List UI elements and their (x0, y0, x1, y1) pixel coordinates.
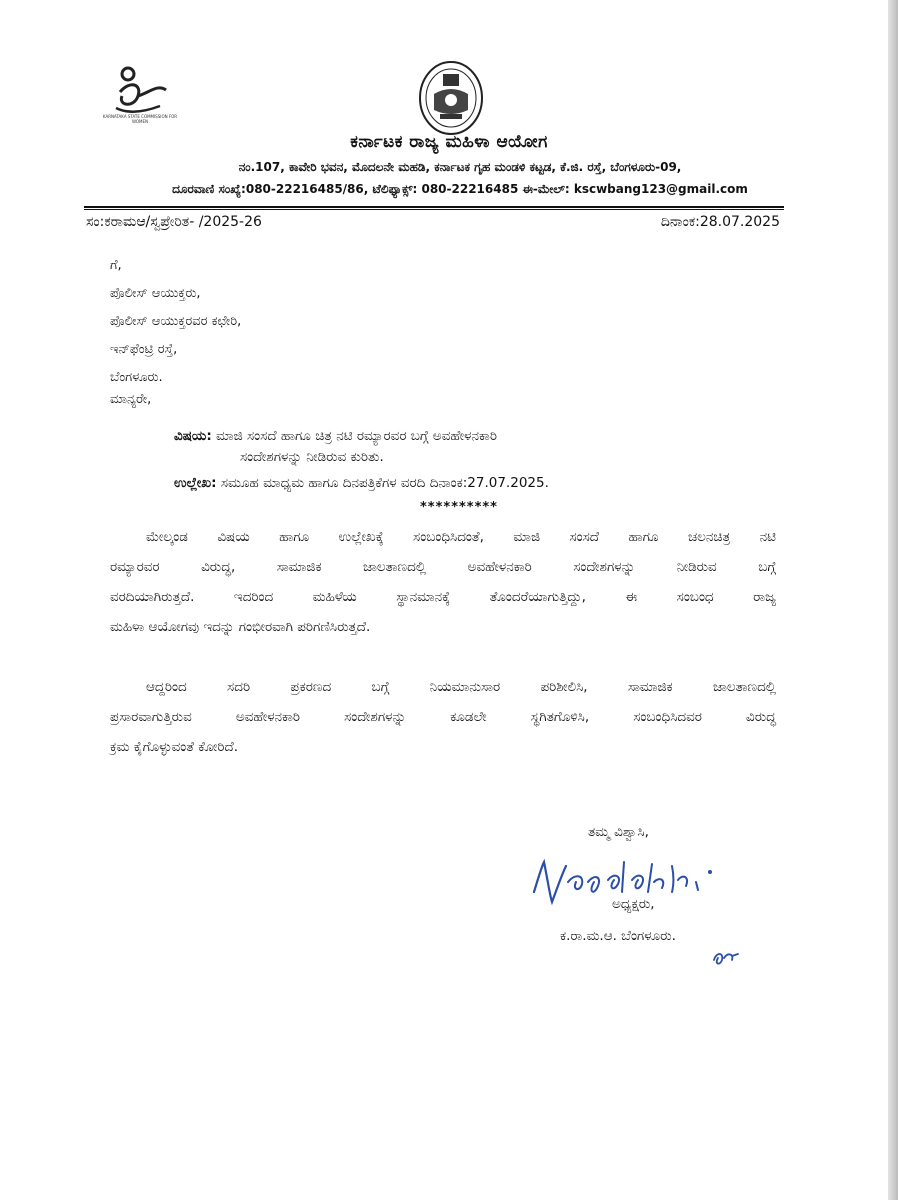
subject-line (174, 424, 497, 449)
page-edge-shadow (888, 0, 898, 1200)
reference-label: ಉಲ್ಲೇಖ: (174, 475, 217, 491)
addressee-line: ಪೊಲೀಸ್ ಆಯುಕ್ತರು, (110, 286, 201, 301)
reference-line (174, 475, 549, 491)
subject-text-continued: ಸಂದೇಶಗಳನ್ನು ನೀಡಿರುವ ಕುರಿತು. (240, 449, 384, 465)
initials-mark (710, 946, 740, 968)
closing-phrase: ತಮ್ಮ ವಿಶ್ವಾಸಿ, (588, 824, 649, 840)
paragraph-line: ರಮ್ಯಾರವರ ವಿರುದ್ಧ, ಸಾಮಾಜಿಕ ಜಾಲತಾಣದಲ್ಲಿ ಅವಹೇಳನಕಾರಿ ಸಂದೇಶಗಳನ್ನು ನೀಡಿರುವ ಬಗ್ಗೆ (110, 559, 776, 575)
salutation: ಮಾನ್ಯರೇ, (110, 392, 152, 407)
organization-name: ಕರ್ನಾಟಕ ರಾಜ್ಯ ಮಹಿಳಾ ಆಯೋಗ (350, 132, 548, 152)
office-address: ನಂ.107, ಕಾವೇರಿ ಭವನ, ಮೊದಲನೇ ಮಹಡಿ, ಕರ್ನಾಟಕ ಗೃಹ ಮಂಡಳಿ ಕಟ್ಟಡ, ಕೆ.ಜಿ. ರಸ್ತೆ, ಬೆಂಗಳೂರು-09, (238, 160, 682, 174)
subject-text: ಮಾಜಿ ಸಂಸದೆ ಹಾಗೂ ಚಿತ್ರ ನಟಿ ರಮ್ಯಾರವರ ಬಗ್ಗೆ ಅವಹೇಳನಕಾರಿ (216, 428, 497, 444)
signatory-office: ಕ.ರಾ.ಮ.ಆ. ಬೆಂಗಳೂರು. (560, 928, 676, 944)
paragraph-line: ವರದಿಯಾಗಿರುತ್ತದೆ. ಇದರಿಂದ ಮಹಿಳೆಯ ಸ್ಥಾನಮಾನಕ್ಕೆ ತೊಂದರೆಯಾಗುತ್ತಿದ್ದು, ಈ ಸಂಬಂಧ ರಾಜ್ಯ (110, 589, 776, 605)
reference-text: ಸಮೂಹ ಮಾಧ್ಯಮ ಹಾಗೂ ದಿನಪತ್ರಿಕೆಗಳ ವರದಿ ದಿನಾಂಕ:27.07.2025. (220, 475, 549, 491)
letter-date: ದಿನಾಂಕ:28.07.2025 (660, 214, 780, 230)
header-rule (84, 206, 784, 208)
commission-logo-caption: KARNATAKA STATE COMMISSION FOR WOMEN (102, 114, 178, 124)
karnataka-emblem (418, 60, 484, 136)
reference-number: ಸಂ:ಕರಾಮಆ/ಸ್ವಪ್ರೇರಿತ- /2025-26 (86, 214, 262, 230)
separator: ********** (420, 500, 498, 515)
contact-details: ದೂರವಾಣಿ ಸಂಖ್ಯೆ:080-22216485/86, ಟೆಲಿಫ್ಯಾಕ್ಸ್: 080-22216485 ಈ-ಮೇಲ್: kscwbang123@gmail.com (172, 182, 748, 196)
handwritten-signature (528, 852, 788, 916)
subject-label: ವಿಷಯ: (174, 428, 212, 444)
addressee-to: ಗೆ, (110, 258, 122, 273)
addressee-line: ಪೊಲೀಸ್ ಆಯುಕ್ತರವರ ಕಛೇರಿ, (110, 314, 242, 329)
body-paragraph-1 (110, 522, 776, 642)
body-paragraph-2 (110, 672, 776, 762)
paragraph-line: ಆದ್ದರಿಂದ ಸದರಿ ಪ್ರಕರಣದ ಬಗ್ಗೆ ನಿಯಮಾನುಸಾರ ಪರಿಶೀಲಿಸಿ, ಸಾಮಾಜಿಕ ಜಾಲತಾಣದಲ್ಲಿ (146, 679, 776, 695)
addressee-line: ಬೆಂಗಳೂರು. (110, 370, 163, 385)
header-rule-thin (84, 209, 784, 210)
paragraph-line: ಪ್ರಸಾರವಾಗುತ್ತಿರುವ ಅವಹೇಳನಕಾರಿ ಸಂದೇಶಗಳನ್ನು ಕೂಡಲೇ ಸ್ಥಗಿತಗೊಳಿಸಿ, ಸಂಬಂಧಿಸಿದವರ ವಿರುದ್ಧ (110, 709, 776, 725)
addressee-line: ಇನ್‌ಫೆಂಟ್ರಿ ರಸ್ತೆ, (110, 342, 178, 357)
addressee-block (110, 252, 241, 392)
signatory-designation: ಅಧ್ಯಕ್ಷರು, (612, 896, 655, 912)
paragraph-line: ಮಹಿಳಾ ಆಯೋಗವು ಇದನ್ನು ಗಂಭೀರವಾಗಿ ಪರಿಗಣಿಸಿರುತ್ತದೆ. (110, 619, 371, 635)
paragraph-line: ಮೇಲ್ಕಂಡ ವಿಷಯ ಹಾಗೂ ಉಲ್ಲೇಖಕ್ಕೆ ಸಂಬಂಧಿಸಿದಂತೆ, ಮಾಜಿ ಸಂಸದೆ ಹಾಗೂ ಚಲನಚಿತ್ರ ನಟಿ (146, 529, 776, 545)
paragraph-line: ಕ್ರಮ ಕೈಗೊಳ್ಳುವಂತೆ ಕೋರಿದೆ. (110, 739, 239, 755)
